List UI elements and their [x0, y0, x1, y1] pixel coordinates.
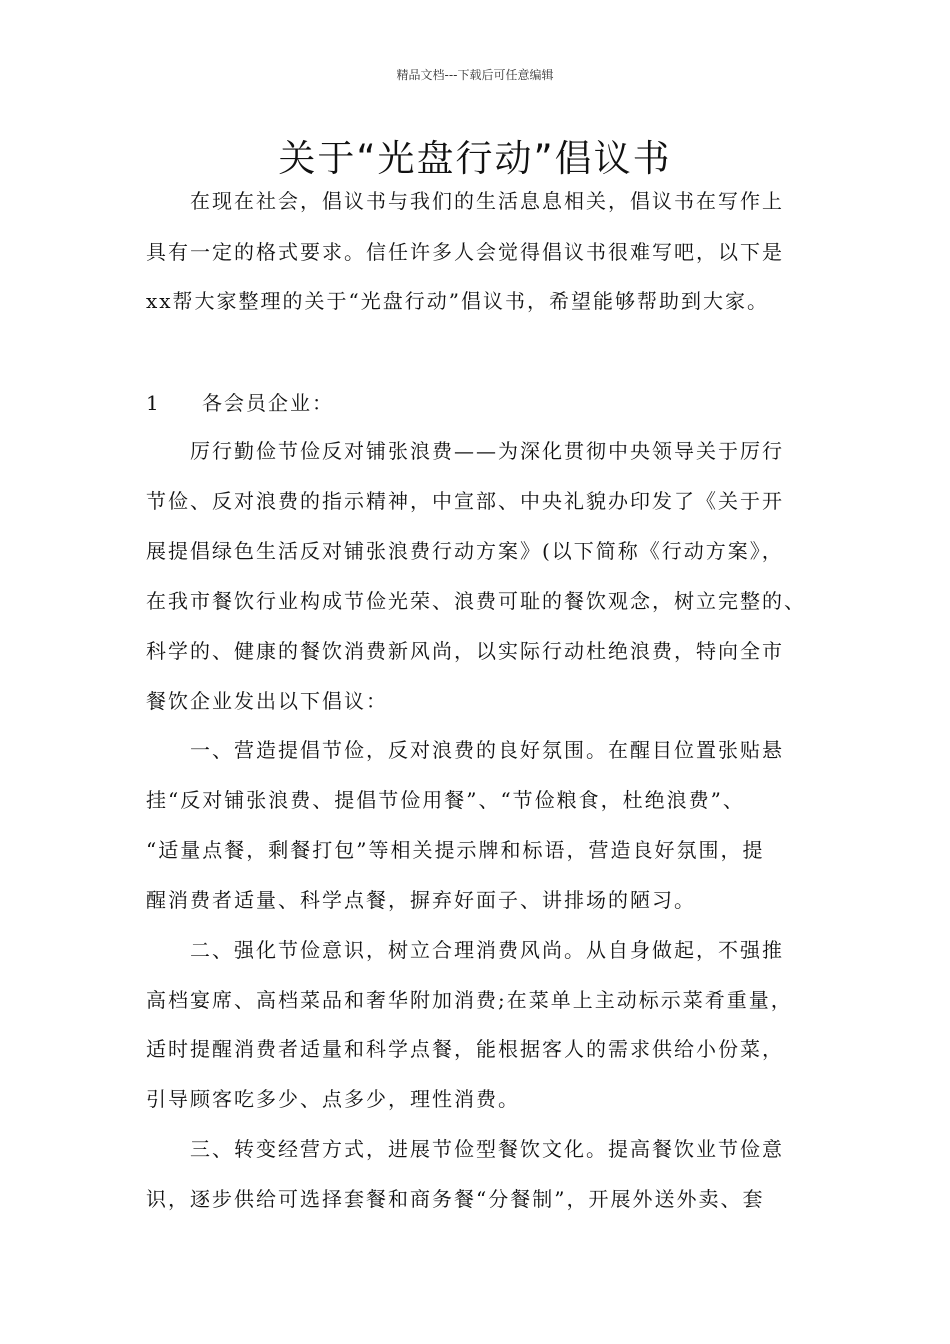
body-line: 识，逐步供给可选择套餐和商务餐“分餐制”，开展外送外卖、套 [146, 1187, 765, 1211]
section-number: 1 [146, 391, 161, 415]
body-line: 高档宴席、高档菜品和奢华附加消费;在菜单上主动标示菜肴重量， [146, 988, 793, 1012]
intro-line: xx帮大家整理的关于“光盘行动”倡议书，希望能够帮助到大家。 [146, 289, 770, 313]
body-line: 展提倡绿色生活反对铺张浪费行动方案》(以下简称《行动方案》， [146, 539, 784, 563]
body-line: 醒消费者适量、科学点餐，摒弃好面子、讲排场的陋习。 [146, 888, 696, 912]
body-line: 三、转变经营方式，进展节俭型餐饮文化。提高餐饮业节俭意 [190, 1137, 784, 1161]
body-line: 餐饮企业发出以下倡议： [146, 689, 388, 713]
intro-line: 具有一定的格式要求。信任许多人会觉得倡议书很难写吧，以下是 [146, 240, 784, 264]
section-label: 各会员企业： [202, 391, 334, 415]
document-title: 关于“光盘行动”倡议书 [278, 137, 672, 180]
body-line: 适时提醒消费者适量和科学点餐，能根据客人的需求供给小份菜， [146, 1037, 784, 1061]
body-line: 二、强化节俭意识，树立合理消费风尚。从自身做起，不强推 [190, 938, 784, 962]
body-line: “适量点餐，剩餐打包”等相关提示牌和标语，营造良好氛围，提 [146, 838, 765, 862]
header-note: 精品文档---下载后可任意编辑 [396, 68, 554, 82]
body-line: 引导顾客吃多少、点多少，理性消费。 [146, 1087, 520, 1111]
body-line: 科学的、健康的餐饮消费新风尚，以实际行动杜绝浪费，特向全市 [146, 639, 784, 663]
body-line: 厉行勤俭节俭反对铺张浪费——为深化贯彻中央领导关于厉行 [190, 439, 784, 463]
body-line: 挂“反对铺张浪费、提倡节俭用餐”、“节俭粮食，杜绝浪费”、 [146, 788, 745, 812]
body-line: 一、营造提倡节俭，反对浪费的良好氛围。在醒目位置张贴悬 [190, 738, 784, 762]
body-line: 节俭、反对浪费的指示精神，中宣部、中央礼貌办印发了《关于开 [146, 489, 784, 513]
intro-line: 在现在社会，倡议书与我们的生活息息相关，倡议书在写作上 [190, 189, 784, 213]
body-line: 在我市餐饮行业构成节俭光荣、浪费可耻的餐饮观念，树立完整的、 [146, 589, 806, 613]
